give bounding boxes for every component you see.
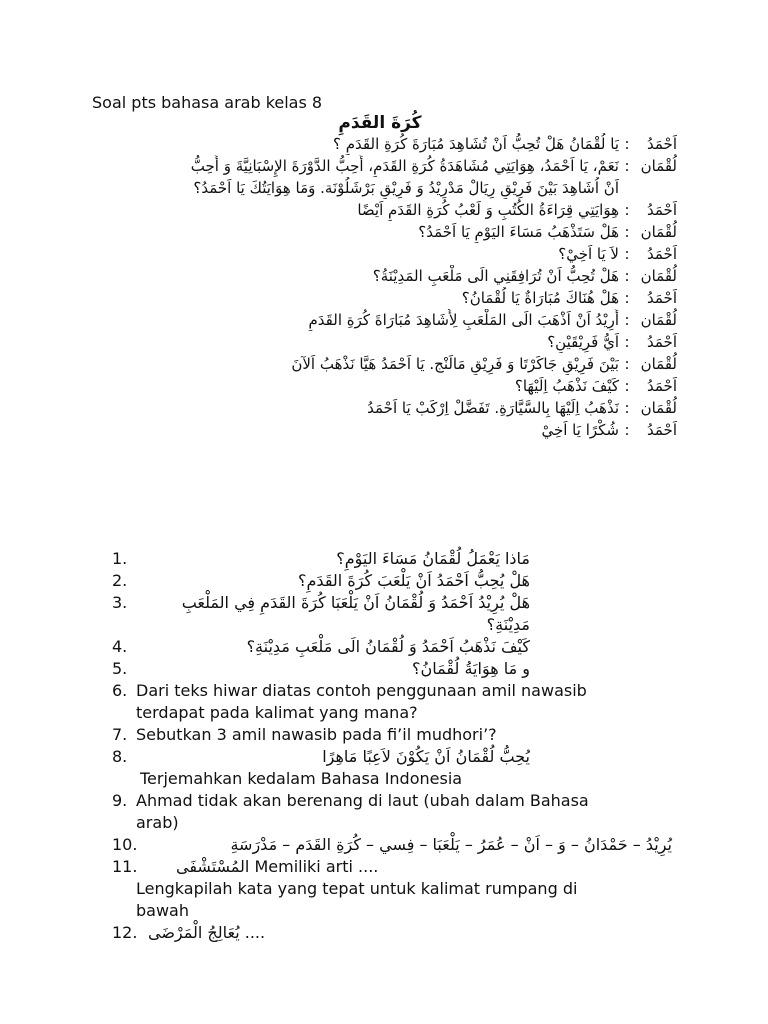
question-number: 8. [112,747,128,766]
question-number: 6. [112,681,128,700]
speech-text: هَلْ تُحِبُّ اَنْ تُرَافِقَنِي الَى مَلْعَبِ المَدِيْنَةُ؟ [372,267,619,285]
question-item [112,636,680,658]
dialog-line [92,199,677,221]
colon: : [624,267,630,285]
question-number: 9. [112,791,128,810]
question-item [112,680,680,702]
speaker-name: لُقْمَان [640,157,677,175]
dialog-title: كُرَةَ القَدَمِ [338,113,422,133]
question-text: كَيْفَ نَذْهَبُ اَحْمَدُ وَ لُقْمَانُ الَى مَلْعَبِ مَدِيْنَةِ؟ [246,637,530,656]
question-number: 10. [112,835,138,854]
colon: : [624,201,630,219]
speaker-name: لُقْمَان [640,267,677,285]
speech-text: اَنْ اُشَاهِدَ بَيْنَ فَرِيْقِ رِيَالْ مَدْرِيْدُ وَ فَرِيْقِ بَرْشَلُوْنَة. وَمَا هِوَايَتُكَ يَا اَحْمَدُ؟ [193,179,619,197]
question-text: Dari teks hiwar diatas contoh penggunaan amil nawasib [136,681,587,700]
question-number: 12. [112,923,138,942]
speaker-name: اَحْمَدُ [647,135,677,153]
speech-text: هَلْ سَتَذْهَبُ مَسَاءَ اليَوْمِ يَا اَحْمَدُ؟ [418,223,619,241]
question-item [112,856,680,878]
colon: : [624,377,630,395]
question-continuation: Lengkapilah kata yang tepat untuk kalimat rumpang di [136,879,578,898]
colon: : [624,399,630,417]
speaker-name: لُقْمَان [640,355,677,373]
colon: : [624,157,630,175]
speaker-name: اَحْمَدُ [647,377,677,395]
dialog-line [92,243,677,265]
colon: : [624,223,630,241]
speaker-name: اَحْمَدُ [647,289,677,307]
colon: : [624,311,630,329]
speech-text: لاَ يَا اَخِيْ؟ [558,245,619,263]
question-item [112,592,680,636]
dialog-line [92,287,677,309]
document-heading: Soal pts bahasa arab kelas 8 [92,93,323,112]
question-number: 4. [112,637,128,656]
question-text: هَلْ يُحِبُّ اَحْمَدُ اَنْ يَلْعَبَ كُرَةَ القَدَمِ؟ [298,571,530,590]
question-text: و مَا هِوَايَةُ لُقْمَانُ؟ [412,659,530,678]
question-item [112,922,680,944]
dialog-line [92,419,677,441]
question-item [112,570,680,592]
speech-text: اَيُّ فَرِيْقَيْنِ؟ [547,333,619,351]
question-item [112,724,680,746]
question-text: يُحِبُّ لُقْمَانُ اَنْ يَكُوْنَ لاَعِبًا مَاهِرًا [322,747,530,766]
dialog-line [92,375,677,397]
dialog-line [92,265,677,287]
question-text: Sebutkan 3 amil nawasib pada fi’il mudhori’? [136,725,497,744]
dialog-text [92,133,677,441]
question-item [112,658,680,680]
question-item [112,790,680,812]
speaker-name: اَحْمَدُ [647,421,677,439]
question-number: 2. [112,571,128,590]
question-continuation: arab) [136,813,179,832]
question-text: يُرِيْدُ – حَمْدَانُ – وَ – اَنْ – عُمَرُ – يَلْعَبَا – فِسي – كُرَةِ القَدَم – مَدْرَسَةِ [230,835,672,854]
dialog-line [92,133,677,155]
dialog-line [92,155,677,177]
question-text: يُعَالِجُ الْمَرْضَى .... [148,923,266,942]
speech-text: هَلْ هُنَاكَ مُبَارَاةٌ يَا لُقْمَانُ؟ [461,289,619,307]
question-list [112,548,680,944]
speech-text: هِوَايَتِي قِرَاءَةُ الكُتُبِ وَ لَعْبُ كُرَةِ القَدَمِ اَيْضًا [357,201,619,219]
speech-text: شُكْرًا يَا اَخِيْ [541,421,619,439]
question-item [112,548,680,570]
question-number: 5. [112,659,128,678]
colon: : [624,355,630,373]
dialog-line [92,221,677,243]
speaker-name: لُقْمَان [640,311,677,329]
colon: : [624,135,630,153]
speech-text: كَيْفَ نَذْهَبُ اِلَيْهَا؟ [514,377,619,395]
question-text: Ahmad tidak akan berenang di laut (ubah dalam Bahasa [136,791,589,810]
colon: : [624,421,630,439]
speech-text: بَيْنَ فَرِيْقِ جَاكَرْتَا وَ فَرِيْقِ مَالَنْج. يَا اَحْمَدُ هَيَّا نَذْهَبُ اَلآنَ [291,355,619,373]
question-text: هَلْ يُرِيْدُ اَحْمَدُ وَ لُقْمَانُ اَنْ يَلْعَبَا كُرَةَ القَدَمِ فِي المَلْعَبِ مَدِيْنَةِ؟ [181,593,530,634]
question-continuation: bawah [136,901,189,920]
colon: : [624,333,630,351]
speech-text: نَعَمْ، يَا اَحْمَدُ، هِوَايَتِي مُشَاهَدَةُ كُرَةِ القَدَمِ، أُحِبُّ الدَّوْرَةَ الإِسْبَانِيَّةَ وَ أُحِبُّ [190,157,619,175]
question-continuation: terdapat pada kalimat yang mana? [136,703,418,722]
question-number: 1. [112,549,128,568]
speaker-name: اَحْمَدُ [647,245,677,263]
question-number: 3. [112,593,128,612]
speech-text: نَذْهَبُ اِلَيْهَا بِالسَّيَّارَةِ. تَفَضَّلْ اِرْكَبْ يَا اَحْمَدُ [367,399,619,417]
question-number: 11. [112,857,138,876]
question-item [112,746,680,768]
colon: : [624,289,630,307]
speaker-name: اَحْمَدُ [647,333,677,351]
question-text: مَاذا يَعْمَلُ لُقْمَانُ مَسَاءَ اليَوْمِ؟ [336,549,530,568]
speaker-name: لُقْمَان [640,223,677,241]
question-number: 7. [112,725,128,744]
colon: : [624,245,630,263]
speech-text: أُرِيْدُ اَنْ اَذْهَبَ الَى المَلْعَبِ لِأُشَاهِدَ مُبَارَاةَ كُرَةِ القَدَمِ [308,311,619,329]
dialog-line [92,331,677,353]
dialog-line [92,309,677,331]
question-item [112,834,680,856]
question-continuation: Terjemahkan kedalam Bahasa Indonesia [140,769,463,788]
speech-text: يَا لُقْمَانُ هَلْ تُحِبُّ اَنْ تُشَاهِدَ مُبَارَةَ كُرَةِ القَدَمِ ؟ [333,135,619,153]
dialog-line [92,177,677,199]
speaker-name: لُقْمَان [640,399,677,417]
speaker-name: اَحْمَدُ [647,201,677,219]
question-text: المُسْتَشْفَى Memiliki arti .... [176,857,379,876]
dialog-line [92,353,677,375]
dialog-line [92,397,677,419]
